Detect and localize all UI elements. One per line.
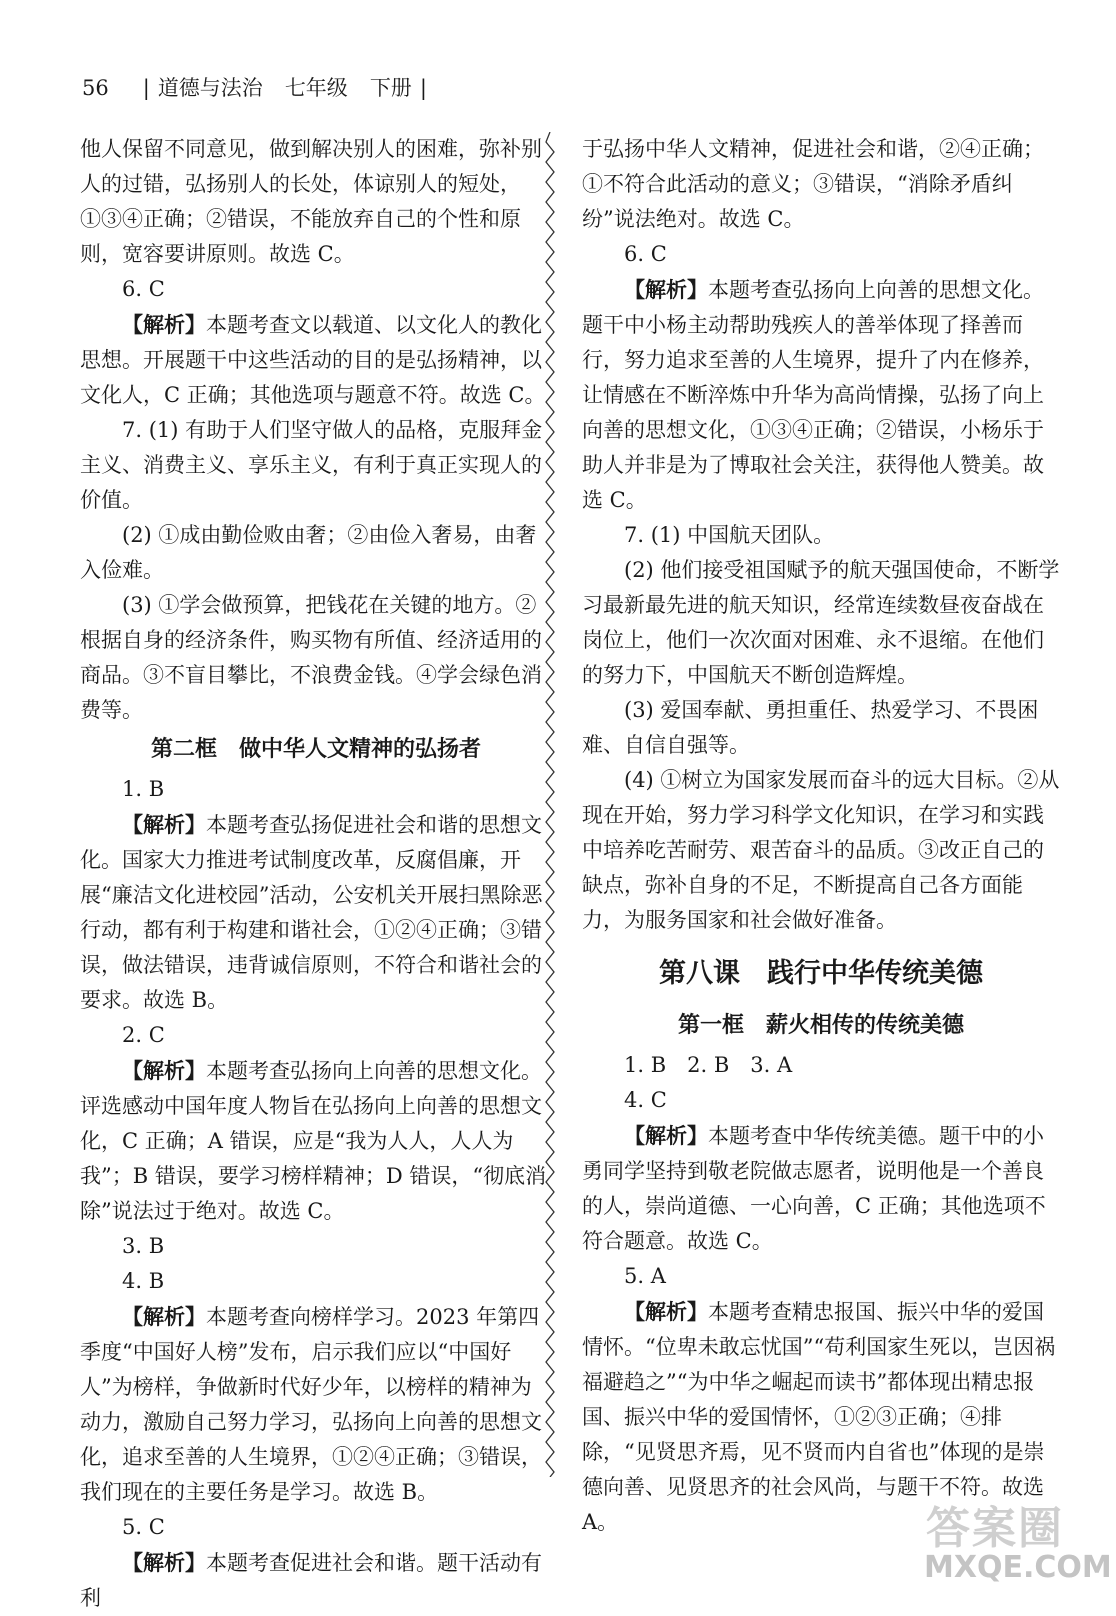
explanation <box>80 1545 552 1616</box>
answer-number: 2. C <box>122 1023 165 1047</box>
answer-paragraph: (3) 爱国奉献、勇担重任、热爱学习、不畏困难、自信自强等。 <box>582 698 1039 757</box>
explanation-text: 本题考查精忠报国、振兴中华的爱国情怀。“位卑未敢忘忧国”“苟利国家生死以，岂因祸福避趋之”“为中华之崛起而读书”都体现出精忠报国、振兴中华的爱国情怀，①②③正确；④排除，“见贤思齐焉，见不贤而内自省也”体现的是崇德向善、见贤思齐的社会风尚，与题干不符。故选 A。 <box>582 1300 1056 1534</box>
page-number: 56 <box>82 76 109 100</box>
explanation <box>80 1299 552 1510</box>
watermark-text: 答案圈 <box>926 1503 1064 1554</box>
explanation-tag: 【解析】 <box>122 1550 206 1575</box>
answer-paragraph: (2) 他们接受祖国赋予的航天强国使命，不断学习最新最先进的航天知识，经常连续数昼夜奋战在岗位上，他们一次次面对困难、永不退缩。在他们的努力下，中国航天不断创造辉煌。 <box>582 558 1060 687</box>
watermark-url: MXQE.COM <box>924 1550 1112 1585</box>
explanation-tag: 【解析】 <box>624 277 708 302</box>
book-volume: 下册 <box>369 76 412 100</box>
watermark-logo <box>900 1488 1112 1596</box>
lesson-title: 第八课 践行中华传统美德 <box>659 958 983 989</box>
explanation-text: 本题考查弘扬向上向善的思想文化。评选感动中国年度人物旨在弘扬向上向善的思想文化，C 正确；A 错误，应是“我为人人，人人为我”；B 错误，要学习榜样精神；D 错误，“彻底消除”说法过于绝对。故选 C。 <box>80 1059 547 1223</box>
answer-number: 5. A <box>624 1264 666 1288</box>
explanation-tag: 【解析】 <box>624 1123 708 1148</box>
explanation <box>582 1118 1060 1259</box>
book-subject: 道德与法治 <box>157 76 263 100</box>
book-grade: 七年级 <box>284 76 348 100</box>
answer-paragraph: 7. (1) 有助于人们坚守做人的品格，克服拜金主义、消费主义、享乐主义，有利于真正实现人的价值。 <box>80 418 543 512</box>
answer-number: 4. C <box>624 1088 667 1112</box>
answer-number: 6. C <box>122 277 165 301</box>
answer-number: 1. B 2. B 3. A <box>624 1053 793 1077</box>
explanation-text: 本题考查弘扬向上向善的思想文化。题干中小杨主动帮助残疾人的善举体现了择善而行，努力追求至善的人生境界，提升了内在修养，让情感在不断淬炼中升华为高尚情操，弘扬了向上向善的思想文化，①③④正确；②错误，小杨乐于助人并非是为了博取社会关注，获得他人赞美。故选 C。 <box>582 278 1044 512</box>
explanation-tag: 【解析】 <box>624 1299 708 1324</box>
page-header <box>82 70 435 106</box>
answer-paragraph: (4) ①树立为国家发展而奋斗的远大目标。②从现在开始，努力学习科学文化知识，在学习和实践中培养吃苦耐劳、艰苦奋斗的品质。③改正自己的缺点，弥补自身的不足，不断提高自己各方面能力，为服务国家和社会做好准备。 <box>582 768 1060 932</box>
section-title: 第二框 做中华人文精神的弘扬者 <box>150 737 481 762</box>
answer-number: 3. B <box>122 1234 165 1258</box>
answer-number: 4. B <box>122 1269 165 1293</box>
explanation-text: 本题考查促进社会和谐。题干活动有利 <box>80 1551 542 1610</box>
explanation <box>582 272 1060 518</box>
explanation <box>80 307 552 413</box>
header-separator: | <box>142 76 150 100</box>
answer-number: 1. B <box>122 777 165 801</box>
answer-number: 5. C <box>122 1515 165 1539</box>
explanation-text: 本题考查文以载道、以文化人的教化思想。开展题干中这些活动的目的是弘扬精神，以文化人，C 正确；其他选项与题意不符。故选 C。 <box>80 313 546 407</box>
explanation <box>80 1053 552 1229</box>
right-column <box>582 132 1060 1540</box>
explanation <box>80 807 552 1018</box>
answer-paragraph: 7. (1) 中国航天团队。 <box>624 523 835 547</box>
explanation-text: 本题考查中华传统美德。题干中的小勇同学坚持到敬老院做志愿者，说明他是一个善良的人，崇尚道德、一心向善，C 正确；其他选项不符合题意。故选 C。 <box>582 1124 1046 1253</box>
header-separator: | <box>419 76 427 100</box>
answer-number: 6. C <box>624 242 667 266</box>
explanation-tag: 【解析】 <box>122 812 206 837</box>
section-title: 第一框 薪火相传的传统美德 <box>677 1013 964 1038</box>
explanation-tag: 【解析】 <box>122 1304 206 1329</box>
answer-paragraph: (3) ①学会做预算，把钱花在关键的地方。②根据自身的经济条件，购买物有所值、经济适用的商品。③不盲目攀比，不浪费金钱。④学会绿色消费等。 <box>80 593 542 722</box>
left-column <box>80 132 552 1616</box>
explanation-tag: 【解析】 <box>122 312 206 337</box>
explanation-text: 本题考查向榜样学习。2023 年第四季度“中国好人榜”发布，启示我们应以“中国好人”为榜样，争做新时代好少年，以榜样的精神为动力，激励自己努力学习，弘扬向上向善的思想文化，追求至善的人生境界，①②④正确；③错误，我们现在的主要任务是学习。故选 B。 <box>80 1305 542 1504</box>
explanation-text: 本题考查弘扬促进社会和谐的思想文化。国家大力推进考试制度改革，反腐倡廉，开展“廉洁文化进校园”活动，公安机关开展扫黑除恶行动，都有利于构建和谐社会，①②④正确；③错误，做法错误，违背诚信原则，不符合和谐社会的要求。故选 B。 <box>80 813 543 1012</box>
explanation-tag: 【解析】 <box>122 1058 206 1083</box>
answer-paragraph: (2) ①成由勤俭败由奢；②由俭入奢易，由奢入俭难。 <box>80 523 537 582</box>
answer-continuation: 他人保留不同意见，做到解决别人的困难，弥补别人的过错，弘扬别人的长处，体谅别人的短处，①③④正确；②错误，不能放弃自己的个性和原则，宽容要讲原则。故选 C。 <box>80 137 542 266</box>
answer-continuation: 于弘扬中华人文精神，促进社会和谐，②④正确；①不符合此活动的意义；③错误，“消除矛盾纠纷”说法绝对。故选 C。 <box>582 137 1044 231</box>
